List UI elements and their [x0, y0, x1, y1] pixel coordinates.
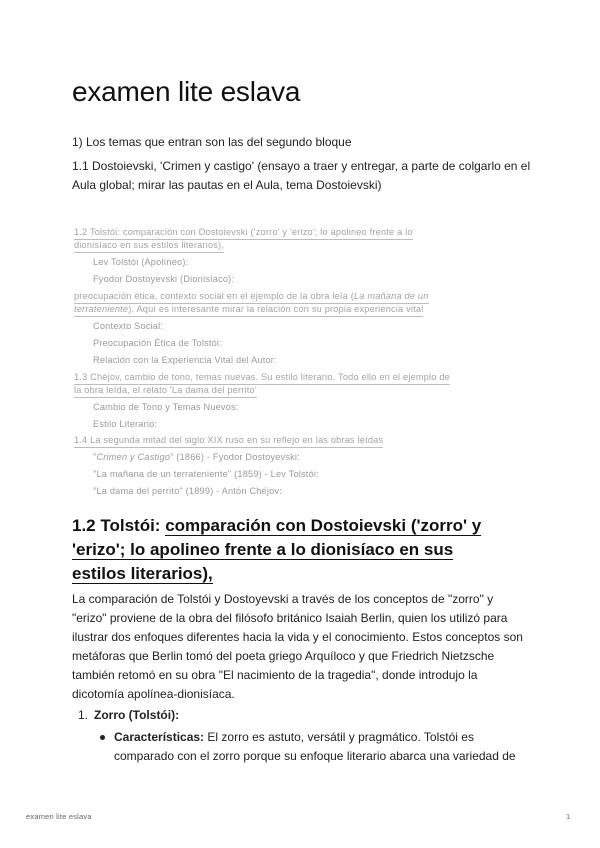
toc-link-1-2-line-1[interactable]: 1.2 Tolstói: comparación con Dostoievski ('zorro' y 'erizo'; lo apolineo frente a lo	[74, 226, 413, 240]
list-item-number: 1.	[78, 708, 89, 722]
toc-link-moral-line-2[interactable]	[74, 303, 423, 317]
intro-line-2: 1.1 Dostoievski, 'Crimen y castigo' (ensayo a traer y entregar, a parte de colgarlo en el Aula global; mirar las pautas en el Aula, tema Dostoievski)	[72, 159, 531, 192]
section-heading-line-2: 'erizo'; lo apolineo frente a lo dionisíaco en sus	[72, 540, 454, 559]
intro-line-1: 1) Los temas que entran son las del segundo bloque	[72, 135, 352, 149]
toc-sub-cambio-tono[interactable]: Cambio de Tono y Temas Nuevos:	[93, 402, 239, 412]
bullet-item-caracteristicas	[100, 728, 530, 766]
toc-moral-work-title: La mañana de un	[354, 291, 429, 301]
page-title: examen lite eslava	[72, 76, 301, 107]
toc-link-1-3-line-2[interactable]: la obra leída, el relato 'La dama del perrito'	[74, 384, 257, 398]
toc-link-1-2-line-2[interactable]: dionisíaco en sus estilos literarios),	[74, 239, 224, 253]
toc-work-1-open: "	[93, 452, 97, 462]
toc-sub-preocupacion-etica[interactable]: Preocupación Ética de Tolstói:	[93, 338, 222, 348]
toc-sub-contexto-social[interactable]: Contexto Social:	[93, 321, 164, 331]
toc-sub-fyodor-dostoyevski[interactable]: Fyodor Dostoyevski (Dionisíaco):	[93, 274, 235, 284]
list-item-zorro	[78, 706, 179, 725]
toc-work-1-rest: " (1866) - Fyodor Dostoyevski:	[170, 452, 300, 462]
section-heading-line-3: estilos literarios),	[72, 564, 213, 583]
toc-moral-work-title-end: terrateniente	[74, 304, 129, 314]
toc-moral-text: preocupación ética, contexto social en el ejemplo de la obra leía (	[74, 291, 354, 301]
toc-sub-dama-perrito[interactable]: "La dama del perrito" (1899) - Antón Chéjov:	[93, 486, 282, 496]
section-heading-line-1: comparación con Dostoievski ('zorro' y	[165, 516, 482, 535]
bullet-dot-icon	[100, 735, 105, 740]
toc-sub-relacion-experiencia[interactable]: Relación con la Experiencia Vital del Autor:	[93, 355, 277, 365]
toc-sub-estilo-literario[interactable]: Estilo Literario:	[93, 419, 158, 429]
toc-link-1-3-line-1[interactable]: 1.3 Chéjov, cambio de tono, temas nuevas. Su estilo literario. Todo ello en el ejemplo de	[74, 371, 450, 385]
section-paragraph: La comparación de Tolstói y Dostoyevski a través de los conceptos de "zorro" y "erizo" proviene de la obra del filósofo británico Isaiah Berlin, quien los utilizó para ilustrar dos enfoques diferentes hacia la vida y el conocimiento. Estos conceptos son metáforas que Berlin tomó del poeta griego Arquíloco y que Friedrich Nietzsche también retomó en su obra "El nacimiento de la tragedia", donde introdujo la dicotomía apolínea-dionisíaca.	[72, 592, 523, 701]
list-item-label: Zorro (Tolstói):	[94, 708, 180, 722]
footer-page-number: 1	[566, 812, 571, 821]
toc-sub-crimen-castigo[interactable]	[93, 451, 300, 464]
section-heading-number: 1.2 Tolstói:	[72, 516, 166, 535]
toc-work-1-title: Crimen y Castigo	[96, 452, 171, 462]
section-heading	[72, 514, 532, 586]
bullet-text: El zorro es astuto, versátil y pragmático. Tolstói es comparado con el zorro porque su enfoque literario abarca una variedad de	[114, 730, 516, 763]
bullet-content	[114, 728, 530, 766]
bullet-label: Características:	[114, 730, 205, 744]
toc-moral-text-end: ). Aquí es interesante mirar la relación con su propia experiencia vital	[128, 304, 424, 314]
toc-link-moral-line-1[interactable]	[74, 290, 429, 304]
toc-sub-lev-tolstoi[interactable]: Lev Tolstói (Apolíneo):	[93, 257, 189, 267]
footer-document-title: examen lite eslava	[26, 812, 92, 821]
toc-sub-manana-terrateniente[interactable]: "La mañana de un terrateniente" (1859) - Lev Tolstói:	[93, 469, 319, 479]
toc-link-1-4[interactable]: 1.4 La segunda mitad del siglo XIX ruso en su reflejo en las obras leídas	[74, 434, 383, 448]
